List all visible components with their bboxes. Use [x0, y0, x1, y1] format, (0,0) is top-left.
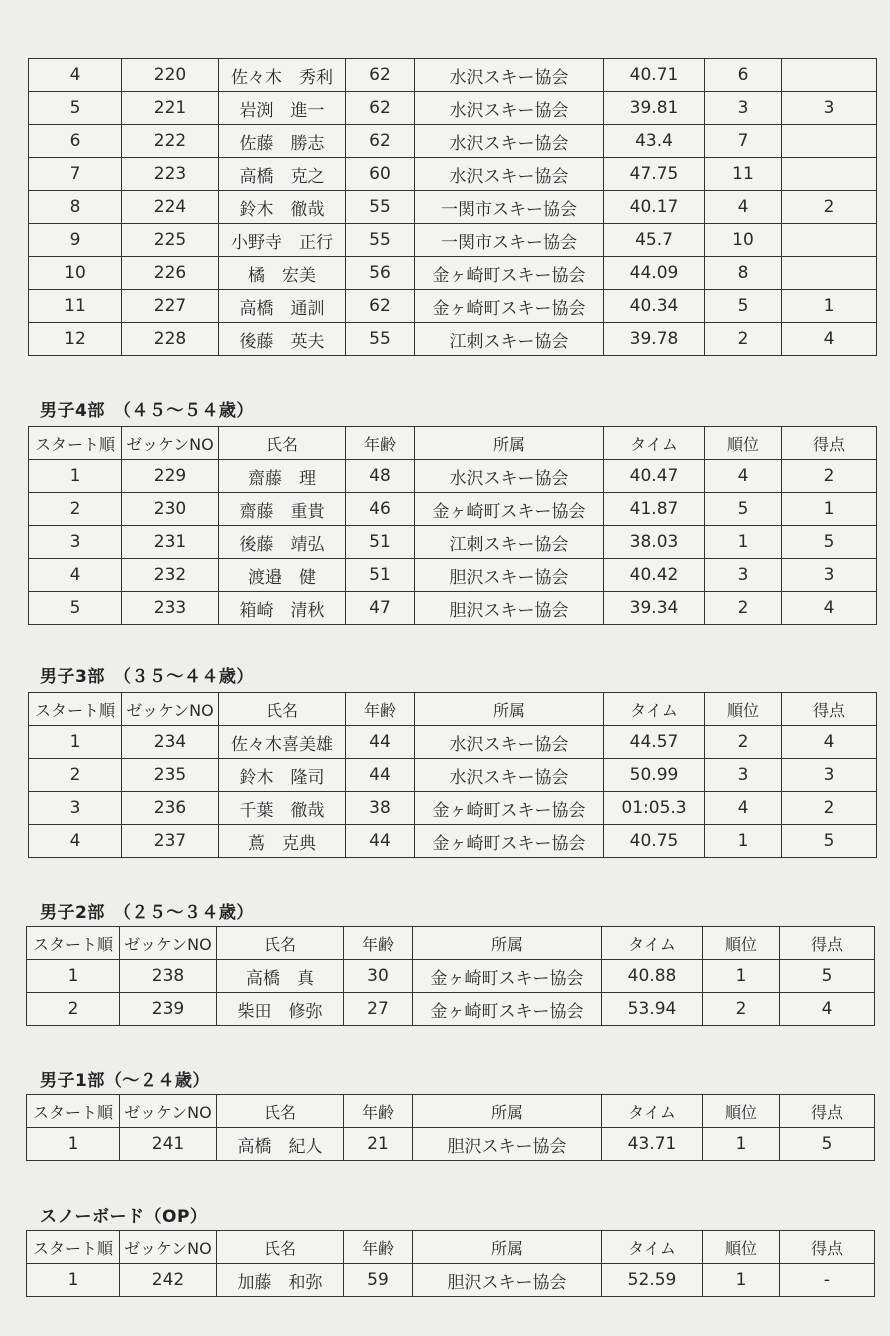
- cell-age: 38: [346, 792, 415, 825]
- cell-rank: 1: [703, 960, 780, 993]
- cell-age: 62: [346, 92, 415, 125]
- cell-age: 62: [346, 290, 415, 323]
- table-row: [29, 290, 877, 323]
- table-row: [27, 993, 875, 1026]
- cell-age: 27: [344, 993, 413, 1026]
- cell-start: 3: [29, 792, 122, 825]
- cell-points: 5: [780, 960, 875, 993]
- cell-bib: 236: [122, 792, 219, 825]
- cell-bib: 221: [122, 92, 219, 125]
- cell-rank: 5: [705, 290, 782, 323]
- cell-rank: 10: [705, 224, 782, 257]
- column-header-time: タイム: [602, 927, 703, 960]
- cell-club: 金ヶ崎町スキー協会: [415, 493, 604, 526]
- cell-name: 加藤 和弥: [217, 1264, 344, 1297]
- cell-bib: 224: [122, 191, 219, 224]
- cell-start: 9: [29, 224, 122, 257]
- cell-rank: 1: [705, 526, 782, 559]
- cell-time: 01:05.3: [604, 792, 705, 825]
- cell-bib: 242: [120, 1264, 217, 1297]
- cell-age: 56: [346, 257, 415, 290]
- cell-time: 40.17: [604, 191, 705, 224]
- results-table: [26, 1094, 875, 1161]
- cell-points: 4: [782, 726, 877, 759]
- header-row: [27, 1231, 875, 1264]
- cell-points: [782, 59, 877, 92]
- table-row: [27, 1128, 875, 1161]
- cell-age: 55: [346, 224, 415, 257]
- cell-name: 鈴木 隆司: [219, 759, 346, 792]
- column-header-start: スタート順: [27, 1095, 120, 1128]
- cell-age: 62: [346, 125, 415, 158]
- cell-name: 千葉 徹哉: [219, 792, 346, 825]
- cell-age: 51: [346, 526, 415, 559]
- cell-club: 水沢スキー協会: [415, 59, 604, 92]
- column-header-age: 年齢: [346, 427, 415, 460]
- column-header-rank: 順位: [703, 1095, 780, 1128]
- column-header-club: 所属: [415, 427, 604, 460]
- section-title: スノーボード（OP）: [40, 1207, 208, 1227]
- cell-start: 6: [29, 125, 122, 158]
- cell-points: 1: [782, 290, 877, 323]
- cell-name: 後藤 靖弘: [219, 526, 346, 559]
- cell-rank: 4: [705, 792, 782, 825]
- cell-name: 箱崎 清秋: [219, 592, 346, 625]
- cell-points: 5: [782, 825, 877, 858]
- cell-rank: 7: [705, 125, 782, 158]
- cell-bib: 235: [122, 759, 219, 792]
- column-header-points: 得点: [780, 1231, 875, 1264]
- table-row: [29, 125, 877, 158]
- column-header-bib: ゼッケンNO: [122, 693, 219, 726]
- cell-age: 21: [344, 1128, 413, 1161]
- column-header-club: 所属: [413, 927, 602, 960]
- cell-start: 7: [29, 158, 122, 191]
- table-row: [29, 92, 877, 125]
- cell-name: 佐々木 秀利: [219, 59, 346, 92]
- cell-points: 2: [782, 191, 877, 224]
- column-header-start: スタート順: [29, 427, 122, 460]
- table-row: [29, 825, 877, 858]
- cell-bib: 238: [120, 960, 217, 993]
- table-row: [29, 493, 877, 526]
- cell-age: 55: [346, 323, 415, 356]
- cell-club: 江刺スキー協会: [415, 526, 604, 559]
- cell-bib: 230: [122, 493, 219, 526]
- cell-rank: 5: [705, 493, 782, 526]
- cell-points: 3: [782, 759, 877, 792]
- cell-time: 43.4: [604, 125, 705, 158]
- cell-club: 一関市スキー協会: [415, 224, 604, 257]
- cell-club: 水沢スキー協会: [415, 158, 604, 191]
- cell-name: 岩渕 進一: [219, 92, 346, 125]
- cell-points: -: [780, 1264, 875, 1297]
- cell-club: 金ヶ崎町スキー協会: [415, 825, 604, 858]
- column-header-rank: 順位: [703, 1231, 780, 1264]
- column-header-club: 所属: [413, 1095, 602, 1128]
- cell-name: 齋藤 重貴: [219, 493, 346, 526]
- column-header-age: 年齢: [344, 1231, 413, 1264]
- cell-start: 4: [29, 559, 122, 592]
- cell-time: 47.75: [604, 158, 705, 191]
- cell-bib: 220: [122, 59, 219, 92]
- cell-bib: 226: [122, 257, 219, 290]
- column-header-name: 氏名: [219, 427, 346, 460]
- cell-time: 39.34: [604, 592, 705, 625]
- cell-start: 4: [29, 59, 122, 92]
- cell-time: 53.94: [602, 993, 703, 1026]
- table-row: [29, 224, 877, 257]
- results-table: [28, 692, 877, 858]
- cell-points: 5: [782, 526, 877, 559]
- cell-club: 胆沢スキー協会: [413, 1264, 602, 1297]
- section-title: 男子4部 （４５～５４歳）: [40, 401, 254, 421]
- results-table: [28, 426, 877, 625]
- cell-points: 3: [782, 92, 877, 125]
- cell-club: 金ヶ崎町スキー協会: [415, 792, 604, 825]
- cell-rank: 8: [705, 257, 782, 290]
- cell-club: 金ヶ崎町スキー協会: [415, 290, 604, 323]
- cell-name: 後藤 英夫: [219, 323, 346, 356]
- header-row: [29, 427, 877, 460]
- column-header-age: 年齢: [344, 927, 413, 960]
- column-header-rank: 順位: [703, 927, 780, 960]
- cell-rank: 2: [703, 993, 780, 1026]
- cell-rank: 11: [705, 158, 782, 191]
- column-header-start: スタート順: [27, 927, 120, 960]
- cell-time: 41.87: [604, 493, 705, 526]
- cell-bib: 222: [122, 125, 219, 158]
- cell-name: 鈴木 徹哉: [219, 191, 346, 224]
- column-header-name: 氏名: [217, 927, 344, 960]
- column-header-start: スタート順: [29, 693, 122, 726]
- table-row: [29, 158, 877, 191]
- cell-club: 水沢スキー協会: [415, 759, 604, 792]
- cell-points: 4: [780, 993, 875, 1026]
- cell-rank: 2: [705, 323, 782, 356]
- cell-start: 10: [29, 257, 122, 290]
- cell-rank: 3: [705, 759, 782, 792]
- cell-name: 佐藤 勝志: [219, 125, 346, 158]
- cell-points: [782, 125, 877, 158]
- column-header-bib: ゼッケンNO: [120, 927, 217, 960]
- column-header-age: 年齢: [346, 693, 415, 726]
- column-header-club: 所属: [415, 693, 604, 726]
- cell-age: 30: [344, 960, 413, 993]
- cell-bib: 231: [122, 526, 219, 559]
- column-header-time: タイム: [602, 1231, 703, 1264]
- cell-bib: 228: [122, 323, 219, 356]
- table-row: [29, 191, 877, 224]
- header-row: [29, 693, 877, 726]
- cell-rank: 2: [705, 592, 782, 625]
- cell-time: 50.99: [604, 759, 705, 792]
- cell-club: 金ヶ崎町スキー協会: [415, 257, 604, 290]
- cell-name: 齋藤 理: [219, 460, 346, 493]
- cell-start: 2: [29, 493, 122, 526]
- cell-name: 橘 宏美: [219, 257, 346, 290]
- cell-rank: 1: [703, 1128, 780, 1161]
- cell-bib: 227: [122, 290, 219, 323]
- column-header-club: 所属: [413, 1231, 602, 1264]
- column-header-time: タイム: [602, 1095, 703, 1128]
- cell-time: 38.03: [604, 526, 705, 559]
- cell-time: 45.7: [604, 224, 705, 257]
- cell-points: 1: [782, 493, 877, 526]
- results-table: [26, 1230, 875, 1297]
- cell-bib: 234: [122, 726, 219, 759]
- cell-rank: 4: [705, 191, 782, 224]
- cell-time: 40.47: [604, 460, 705, 493]
- cell-name: 渡邉 健: [219, 559, 346, 592]
- cell-time: 39.81: [604, 92, 705, 125]
- cell-club: 水沢スキー協会: [415, 92, 604, 125]
- column-header-name: 氏名: [217, 1231, 344, 1264]
- cell-club: 胆沢スキー協会: [415, 559, 604, 592]
- cell-time: 40.34: [604, 290, 705, 323]
- cell-club: 金ヶ崎町スキー協会: [413, 993, 602, 1026]
- cell-points: 3: [782, 559, 877, 592]
- cell-start: 1: [27, 960, 120, 993]
- table-row: [29, 726, 877, 759]
- section-title: 男子3部 （３５～４４歳）: [40, 667, 254, 687]
- cell-name: 高橋 紀人: [217, 1128, 344, 1161]
- cell-start: 5: [29, 592, 122, 625]
- cell-name: 小野寺 正行: [219, 224, 346, 257]
- section-title: 男子1部（～２４歳）: [40, 1071, 210, 1091]
- cell-rank: 4: [705, 460, 782, 493]
- cell-start: 3: [29, 526, 122, 559]
- cell-age: 59: [344, 1264, 413, 1297]
- results-table: [28, 58, 877, 356]
- cell-age: 60: [346, 158, 415, 191]
- column-header-points: 得点: [780, 1095, 875, 1128]
- cell-start: 8: [29, 191, 122, 224]
- cell-name: 蔦 克典: [219, 825, 346, 858]
- cell-points: [782, 158, 877, 191]
- cell-club: 胆沢スキー協会: [415, 592, 604, 625]
- cell-rank: 1: [705, 825, 782, 858]
- cell-points: 4: [782, 592, 877, 625]
- cell-points: 2: [782, 792, 877, 825]
- cell-time: 40.42: [604, 559, 705, 592]
- cell-points: 5: [780, 1128, 875, 1161]
- cell-club: 水沢スキー協会: [415, 726, 604, 759]
- results-table: [26, 926, 875, 1026]
- table-row: [29, 323, 877, 356]
- column-header-time: タイム: [604, 427, 705, 460]
- cell-club: 金ヶ崎町スキー協会: [413, 960, 602, 993]
- cell-club: 一関市スキー協会: [415, 191, 604, 224]
- cell-time: 40.88: [602, 960, 703, 993]
- cell-age: 46: [346, 493, 415, 526]
- cell-age: 55: [346, 191, 415, 224]
- column-header-points: 得点: [780, 927, 875, 960]
- cell-club: 水沢スキー協会: [415, 460, 604, 493]
- table-row: [29, 592, 877, 625]
- cell-club: 胆沢スキー協会: [413, 1128, 602, 1161]
- cell-bib: 237: [122, 825, 219, 858]
- cell-rank: 1: [703, 1264, 780, 1297]
- cell-name: 高橋 克之: [219, 158, 346, 191]
- cell-rank: 2: [705, 726, 782, 759]
- cell-age: 44: [346, 825, 415, 858]
- cell-points: [782, 224, 877, 257]
- cell-start: 1: [27, 1264, 120, 1297]
- cell-age: 62: [346, 59, 415, 92]
- cell-age: 47: [346, 592, 415, 625]
- cell-time: 40.75: [604, 825, 705, 858]
- cell-name: 高橋 真: [217, 960, 344, 993]
- cell-points: 4: [782, 323, 877, 356]
- cell-bib: 232: [122, 559, 219, 592]
- table-row: [29, 759, 877, 792]
- cell-bib: 229: [122, 460, 219, 493]
- cell-bib: 223: [122, 158, 219, 191]
- table-row: [29, 460, 877, 493]
- table-row: [29, 59, 877, 92]
- column-header-points: 得点: [782, 693, 877, 726]
- cell-age: 51: [346, 559, 415, 592]
- cell-start: 1: [27, 1128, 120, 1161]
- column-header-time: タイム: [604, 693, 705, 726]
- column-header-points: 得点: [782, 427, 877, 460]
- column-header-bib: ゼッケンNO: [120, 1231, 217, 1264]
- cell-start: 2: [29, 759, 122, 792]
- column-header-bib: ゼッケンNO: [122, 427, 219, 460]
- cell-start: 5: [29, 92, 122, 125]
- cell-club: 水沢スキー協会: [415, 125, 604, 158]
- cell-name: 柴田 修弥: [217, 993, 344, 1026]
- section-title: 男子2部 （２５～３４歳）: [40, 903, 254, 923]
- cell-bib: 225: [122, 224, 219, 257]
- cell-rank: 6: [705, 59, 782, 92]
- cell-points: [782, 257, 877, 290]
- cell-age: 48: [346, 460, 415, 493]
- cell-points: 2: [782, 460, 877, 493]
- column-header-name: 氏名: [217, 1095, 344, 1128]
- cell-bib: 239: [120, 993, 217, 1026]
- header-row: [27, 927, 875, 960]
- table-row: [29, 257, 877, 290]
- cell-bib: 241: [120, 1128, 217, 1161]
- column-header-bib: ゼッケンNO: [120, 1095, 217, 1128]
- cell-start: 4: [29, 825, 122, 858]
- table-row: [29, 559, 877, 592]
- cell-time: 44.09: [604, 257, 705, 290]
- table-row: [27, 960, 875, 993]
- table-row: [27, 1264, 875, 1297]
- cell-bib: 233: [122, 592, 219, 625]
- cell-club: 江刺スキー協会: [415, 323, 604, 356]
- column-header-age: 年齢: [344, 1095, 413, 1128]
- cell-start: 12: [29, 323, 122, 356]
- header-row: [27, 1095, 875, 1128]
- column-header-name: 氏名: [219, 693, 346, 726]
- cell-time: 52.59: [602, 1264, 703, 1297]
- column-header-start: スタート順: [27, 1231, 120, 1264]
- table-row: [29, 792, 877, 825]
- cell-rank: 3: [705, 559, 782, 592]
- cell-time: 40.71: [604, 59, 705, 92]
- cell-start: 1: [29, 726, 122, 759]
- cell-age: 44: [346, 759, 415, 792]
- cell-time: 39.78: [604, 323, 705, 356]
- cell-rank: 3: [705, 92, 782, 125]
- column-header-rank: 順位: [705, 693, 782, 726]
- cell-name: 高橋 通訓: [219, 290, 346, 323]
- table-row: [29, 526, 877, 559]
- cell-age: 44: [346, 726, 415, 759]
- column-header-rank: 順位: [705, 427, 782, 460]
- cell-start: 1: [29, 460, 122, 493]
- cell-time: 43.71: [602, 1128, 703, 1161]
- cell-start: 11: [29, 290, 122, 323]
- cell-name: 佐々木喜美雄: [219, 726, 346, 759]
- cell-start: 2: [27, 993, 120, 1026]
- cell-time: 44.57: [604, 726, 705, 759]
